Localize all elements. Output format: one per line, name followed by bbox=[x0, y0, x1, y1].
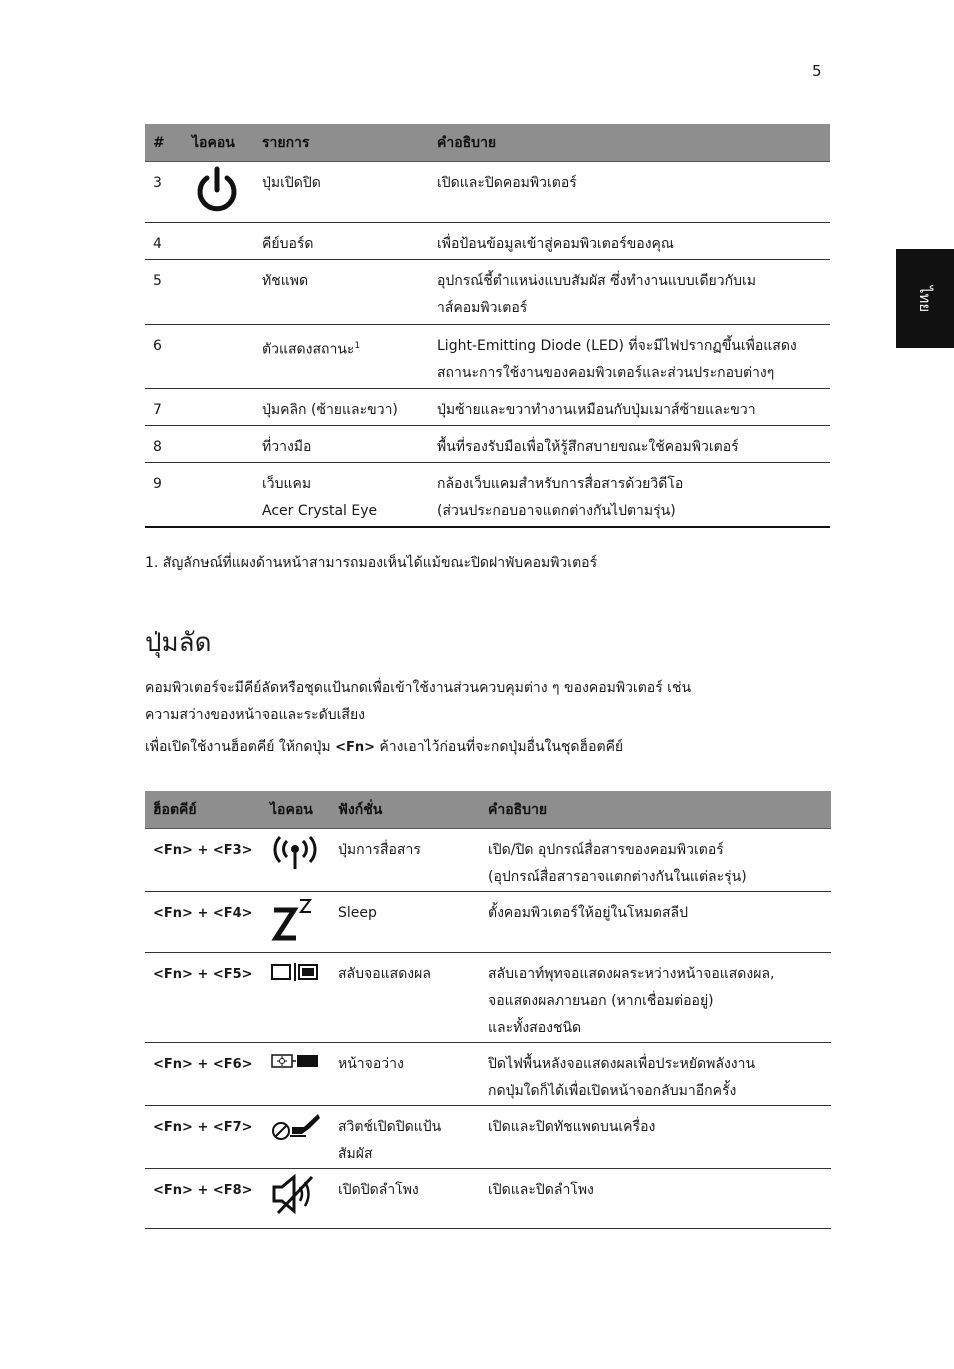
table-header-row bbox=[145, 791, 831, 829]
row-function: สลับจอแสดงผล bbox=[330, 953, 480, 1043]
description-line: จอแสดงผลภายนอก (หากเชื่อมต่ออยู่) bbox=[488, 993, 714, 1009]
intro-paragraph bbox=[145, 675, 785, 729]
row-item: ปุ่มเปิดปิด bbox=[254, 162, 429, 223]
table-header-row bbox=[145, 124, 830, 162]
page-number: 5 bbox=[812, 62, 822, 80]
row-description bbox=[480, 1043, 831, 1106]
description-line: และทั้งสองชนิด bbox=[488, 1020, 582, 1036]
description-line: สลับเอาท์พุทจอแสดงผลระหว่างหน้าจอแสดงผล, bbox=[488, 966, 775, 982]
table-row bbox=[145, 389, 830, 426]
row-description: พื้นที่รองรับมือเพื่อให้รู้สึกสบายขณะใช้คอมพิวเตอร์ bbox=[429, 426, 830, 463]
row-description: เปิดและปิดลำโพง bbox=[480, 1169, 831, 1229]
row-number: 4 bbox=[145, 223, 184, 260]
hotkey-combo: <Fn> + <F6> bbox=[145, 1043, 262, 1106]
row-number: 9 bbox=[145, 463, 184, 527]
hotkey-combo: <Fn> + <F5> bbox=[145, 953, 262, 1043]
row-description bbox=[429, 325, 830, 389]
row-item: คีย์บอร์ด bbox=[254, 223, 429, 260]
description-line: (ส่วนประกอบอาจแตกต่างกันไปตามรุ่น) bbox=[437, 503, 676, 519]
row-icon bbox=[184, 325, 254, 389]
row-icon bbox=[262, 829, 330, 892]
screen-blank-icon bbox=[270, 1053, 320, 1069]
description-line: กล้องเว็บแคมสำหรับการสื่อสารด้วยวิดีโอ bbox=[437, 476, 684, 492]
row-function: เปิดปิดลำโพง bbox=[330, 1169, 480, 1229]
description-line: สถานะการใช้งานของคอมพิวเตอร์และส่วนประกอบต่างๆ bbox=[437, 365, 775, 381]
footnote: 1. สัญลักษณ์ที่แผงด้านหน้าสามารถมองเห็นได้แม้ขณะปิดฝาพับคอมพิวเตอร์ bbox=[145, 555, 598, 571]
row-description bbox=[480, 953, 831, 1043]
row-number: 7 bbox=[145, 389, 184, 426]
description-line: กดปุ่มใดก็ได้เพื่อเปิดหน้าจอกลับมาอีกครั้ง bbox=[488, 1083, 737, 1099]
row-description: ตั้งคอมพิวเตอร์ให้อยู่ในโหมดสลีป bbox=[480, 892, 831, 953]
row-description: เปิดและปิดทัชแพดบนเครื่อง bbox=[480, 1106, 831, 1169]
row-icon bbox=[262, 892, 330, 953]
col-header-item: รายการ bbox=[254, 124, 429, 162]
description-line: ปิดไฟพื้นหลังจอแสดงผลเพื่อประหยัดพลังงาน bbox=[488, 1056, 756, 1072]
table-row bbox=[145, 325, 830, 389]
fn-instruction bbox=[145, 736, 623, 758]
description-line: (อุปกรณ์สื่อสารอาจแตกต่างกันในแต่ละรุ่น) bbox=[488, 869, 747, 885]
row-number: 8 bbox=[145, 426, 184, 463]
row-item: ที่วางมือ bbox=[254, 426, 429, 463]
row-function: ปุ่มการสื่อสาร bbox=[330, 829, 480, 892]
hotkey-combo: <Fn> + <F3> bbox=[145, 829, 262, 892]
item-line: Acer Crystal Eye bbox=[262, 503, 378, 519]
row-number: 6 bbox=[145, 325, 184, 389]
language-tab bbox=[896, 249, 954, 348]
hotkey-combo: <Fn> + <F8> bbox=[145, 1169, 262, 1229]
row-description bbox=[429, 260, 830, 325]
section-title: ปุ่มลัด bbox=[145, 628, 212, 658]
table-row bbox=[145, 162, 830, 223]
language-tab-label: ไทย bbox=[916, 285, 934, 312]
hotkeys-table bbox=[145, 791, 831, 1229]
table-row bbox=[145, 463, 830, 527]
footnote-marker: 1 bbox=[354, 341, 361, 351]
table-row bbox=[145, 260, 830, 325]
col-header-icon: ไอคอน bbox=[184, 124, 254, 162]
hotkey-combo: <Fn> + <F7> bbox=[145, 1106, 262, 1169]
fn-instruction-text: เพื่อเปิดใช้งานฮ็อตคีย์ ให้กดปุ่ม bbox=[145, 739, 336, 755]
table-row bbox=[145, 1043, 831, 1106]
row-number: 3 bbox=[145, 162, 184, 223]
row-item: ปุ่มคลิก (ซ้ายและขวา) bbox=[254, 389, 429, 426]
row-icon bbox=[262, 1169, 330, 1229]
row-number: 5 bbox=[145, 260, 184, 325]
fn-instruction-text: ค้างเอาไว้ก่อนที่จะกดปุ่มอื่นในชุดฮ็อตคีย์ bbox=[374, 739, 624, 755]
description-line: Light-Emitting Diode (LED) ที่จะมีไฟปรากฏขึ้นเพื่อแสดง bbox=[437, 338, 797, 354]
display-toggle-icon bbox=[270, 963, 320, 981]
function-line: สวิตช์เปิดปิดแป้น bbox=[338, 1119, 442, 1135]
row-description bbox=[480, 829, 831, 892]
components-table bbox=[145, 124, 830, 528]
row-icon bbox=[262, 953, 330, 1043]
row-description bbox=[429, 463, 830, 527]
col-header-hotkey: ฮ็อตคีย์ bbox=[145, 791, 262, 829]
row-icon bbox=[262, 1106, 330, 1169]
item-line: เว็บแคม bbox=[262, 476, 312, 492]
row-icon bbox=[184, 426, 254, 463]
row-item bbox=[254, 463, 429, 527]
row-function: หน้าจอว่าง bbox=[330, 1043, 480, 1106]
table-row bbox=[145, 223, 830, 260]
row-icon bbox=[184, 162, 254, 223]
power-icon bbox=[192, 166, 242, 216]
col-header-function: ฟังก์ชั่น bbox=[330, 791, 480, 829]
speaker-mute-icon bbox=[270, 1173, 320, 1215]
row-function: Sleep bbox=[330, 892, 480, 953]
table-row bbox=[145, 892, 831, 953]
description-line: เปิด/ปิด อุปกรณ์สื่อสารของคอมพิวเตอร์ bbox=[488, 842, 724, 858]
row-function bbox=[330, 1106, 480, 1169]
row-icon bbox=[184, 260, 254, 325]
col-header-icon: ไอคอน bbox=[262, 791, 330, 829]
table-row bbox=[145, 426, 830, 463]
item-label: ตัวแสดงสถานะ bbox=[262, 341, 355, 358]
row-description: เพื่อป้อนข้อมูลเข้าสู่คอมพิวเตอร์ของคุณ bbox=[429, 223, 830, 260]
intro-line: ความสว่างของหน้าจอและระดับเสียง bbox=[145, 707, 366, 723]
col-header-description: คำอธิบาย bbox=[429, 124, 830, 162]
description-line: าส์คอมพิวเตอร์ bbox=[437, 300, 528, 316]
fn-key-label: <Fn> bbox=[335, 740, 375, 755]
table-row bbox=[145, 1106, 831, 1169]
row-description: เปิดและปิดคอมพิวเตอร์ bbox=[429, 162, 830, 223]
description-line: อุปกรณ์ชี้ตำแหน่งแบบสัมผัส ซึ่งทำงานแบบเดียวกับเม bbox=[437, 273, 756, 289]
col-header-description: คำอธิบาย bbox=[480, 791, 831, 829]
function-line: สัมผัส bbox=[338, 1146, 373, 1162]
col-header-number: # bbox=[145, 124, 184, 162]
touchpad-toggle-icon bbox=[270, 1110, 322, 1142]
sleep-icon bbox=[270, 896, 316, 942]
row-icon bbox=[184, 463, 254, 527]
intro-line: คอมพิวเตอร์จะมีคีย์ลัดหรือชุดแป้นกดเพื่อเข้าใช้งานส่วนควบคุมต่าง ๆ ของคอมพิวเตอร์ เช่น bbox=[145, 680, 692, 696]
row-item: ทัชแพด bbox=[254, 260, 429, 325]
row-item bbox=[254, 325, 429, 389]
row-icon bbox=[184, 223, 254, 260]
row-description: ปุ่มซ้ายและขวาทำงานเหมือนกับปุ่มเมาส์ซ้ายและขวา bbox=[429, 389, 830, 426]
row-icon bbox=[262, 1043, 330, 1106]
row-icon bbox=[184, 389, 254, 426]
table-row bbox=[145, 953, 831, 1043]
wireless-icon bbox=[270, 835, 320, 871]
table-row bbox=[145, 1169, 831, 1229]
table-row bbox=[145, 829, 831, 892]
hotkey-combo: <Fn> + <F4> bbox=[145, 892, 262, 953]
